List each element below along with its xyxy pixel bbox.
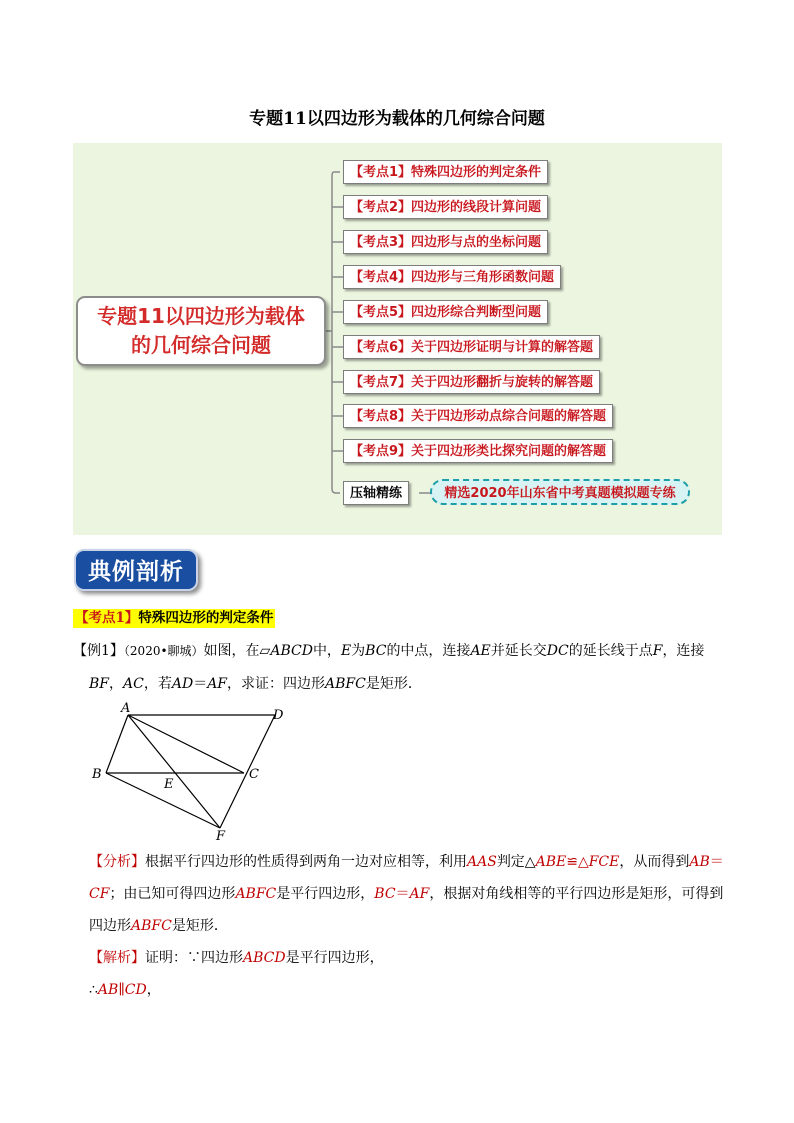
mindmap-special-node: 精选2020年山东省中考真题模拟题专练 — [430, 479, 690, 505]
mindmap-node-9: 【考点9】关于四边形类比探究问题的解答题 — [343, 439, 613, 463]
segment-AF — [128, 715, 220, 828]
label-D: D — [273, 708, 284, 723]
analysis-line-2: CF；由已知可得四边形ABFC是平行四边形，BC＝AF，根据对角线相等的平行四边形是矩形，可得到 — [89, 886, 724, 902]
label-C: C — [249, 767, 259, 782]
solution-label: 【解析】 — [89, 950, 145, 966]
label-A: A — [121, 701, 131, 716]
mindmap-node-5: 【考点5】四边形综合判断型问题 — [343, 300, 548, 324]
mindmap-node-final: 压轴精练 — [343, 481, 409, 505]
segment-AC — [128, 715, 244, 773]
geometry-figure — [85, 700, 300, 845]
segment-BF — [106, 773, 220, 828]
analysis-label: 【分析】 — [89, 854, 145, 870]
example-source: （2020•聊城） — [123, 644, 204, 658]
section-banner: 典例剖析 — [74, 549, 198, 591]
label-B: B — [92, 767, 102, 782]
mindmap-root-line2: 的几何综合问题 — [131, 333, 271, 357]
mindmap-node-6: 【考点6】关于四边形证明与计算的解答题 — [343, 335, 600, 359]
example-line-1: 【例1】（2020•聊城）如图，在▱ABCD中，E为BC的中点，连接AE并延长交DC的延长线于点F，连接 — [73, 643, 705, 659]
example-label: 【例1】 — [73, 643, 124, 659]
mindmap-node-8: 【考点8】关于四边形动点综合问题的解答题 — [343, 404, 613, 428]
document-title: 专题11以四边形为载体的几何综合问题 — [249, 109, 545, 129]
section-tag: 【考点1】 — [75, 610, 139, 626]
section-title: 特殊四边形的判定条件 — [138, 610, 274, 626]
mindmap-node-2: 【考点2】四边形的线段计算问题 — [343, 195, 548, 219]
section-heading — [73, 609, 275, 628]
mindmap-node-4: 【考点4】四边形与三角形函数问题 — [343, 265, 561, 289]
mindmap-node-1: 【考点1】特殊四边形的判定条件 — [343, 160, 548, 184]
analysis-line-3: 四边形ABFC是矩形． — [89, 918, 228, 934]
mindmap-node-7: 【考点7】关于四边形翻折与旋转的解答题 — [343, 370, 600, 394]
example-line-2: BF，AC，若AD＝AF，求证：四边形ABFC是矩形． — [89, 676, 422, 692]
mindmap-root — [76, 296, 326, 366]
label-F: F — [216, 829, 226, 844]
segment-DF — [220, 715, 275, 828]
mindmap-node-3: 【考点3】四边形与点的坐标问题 — [343, 230, 548, 254]
segment-AB — [106, 715, 128, 773]
solution-line-2: ∴AB∥CD， — [89, 982, 161, 998]
solution-line-1: 【解析】证明：∵四边形ABCD是平行四边形， — [89, 950, 384, 966]
mindmap-root-line1: 专题11以四边形为载体 — [97, 304, 305, 328]
label-E: E — [164, 777, 174, 792]
analysis-line-1: 【分析】根据平行四边形的性质得到两角一边对应相等，利用AAS判定△ABE≌△FCE，从而得到AB＝ — [89, 854, 724, 870]
